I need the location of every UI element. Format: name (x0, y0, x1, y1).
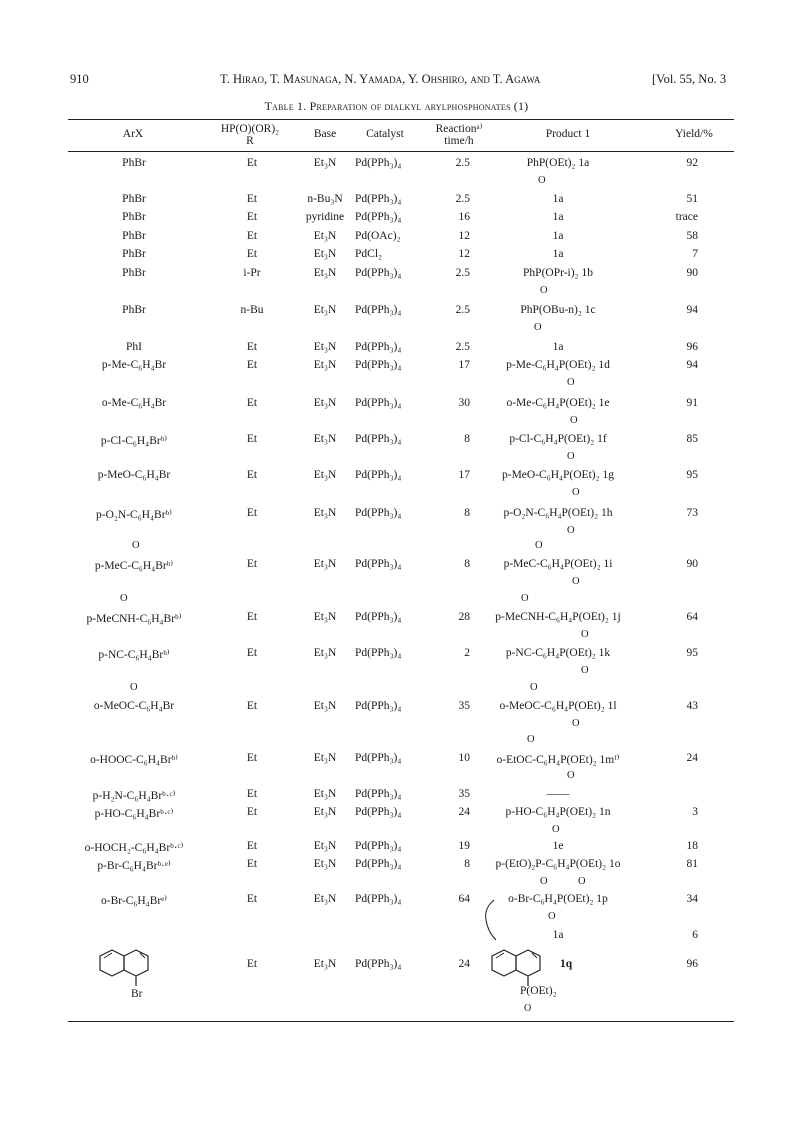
table-cell-time: 2.5 (455, 267, 470, 279)
table-cell-time: 10 (458, 752, 470, 764)
oxo-label: O (570, 415, 578, 426)
table-cell-catalyst: Pd(PPh₃)₄ (355, 958, 402, 970)
table-cell-arx: PhBr (122, 248, 146, 260)
table-cell-time: 12 (458, 230, 470, 242)
table-cell-catalyst: Pd(PPh₃)₄ (355, 359, 402, 371)
table-cell-r: Et (246, 359, 258, 371)
table-cell-r: Et (246, 507, 258, 519)
table-cell-base: Et₃N (313, 611, 337, 623)
page-number: 910 (70, 72, 89, 86)
table-cell-arx: p-Br-C₆H₄Brᵇ·ᵉ⁾ (97, 860, 171, 872)
table-cell-base: Et₃N (313, 647, 337, 659)
table-cell-base: Et₃N (313, 157, 337, 169)
table-cell-base: Et₃N (313, 433, 337, 445)
table-cell-arx: p-MeCNH-C₆H₄Brᵇ⁾ (86, 613, 182, 625)
table-cell-yield: trace (675, 211, 698, 223)
table-cell-arx: PhBr (122, 157, 146, 169)
table-cell-yield: 96 (686, 958, 698, 970)
table-cell-product: p-Cl-C₆H₄P(OEt)₂ 1f (509, 433, 607, 445)
table-cell-r: Et (246, 558, 258, 570)
table-cell-base: Et₃N (313, 359, 337, 371)
table-cell-arx: p-O₂N-C₆H₄Brᵇ⁾ (96, 509, 172, 521)
table-cell-yield: 43 (686, 700, 698, 712)
table-cell-catalyst: Pd(PPh₃)₄ (355, 193, 402, 205)
table-cell-base: Et₃N (313, 858, 337, 870)
table-cell-r: Et (246, 157, 258, 169)
table-cell-r: Et (246, 806, 258, 818)
oxo-label: O (578, 876, 586, 887)
table-cell-product: PhP(OEt)₂ 1a (526, 157, 590, 169)
table-cell-catalyst: Pd(PPh₃)₄ (355, 788, 402, 800)
table-cell-arx: p-NC-C₆H₄Brᵇ⁾ (98, 649, 170, 661)
table-cell-r: Et (246, 700, 258, 712)
table-cell-yield: 34 (686, 893, 698, 905)
oxo-label: O (540, 285, 548, 296)
table-cell-product: PhP(OPr-i)₂ 1b (523, 267, 593, 279)
table-cell-product: p-(EtO)₂P-C₆H₄P(OEt)₂ 1o (495, 858, 621, 870)
table-cell-r: Et (246, 341, 258, 353)
table-cell-product: o-MeOC-C₆H₄P(OEt)₂ 1l (499, 700, 617, 712)
table-bottom-rule (68, 1021, 734, 1022)
table-cell-base: Et₃N (313, 230, 337, 242)
table-cell-arx: p-MeO-C₆H₄Br (97, 469, 171, 481)
table-cell-yield: 94 (686, 304, 698, 316)
table-cell-base: Et₃N (313, 806, 337, 818)
table-cell-base: n-Bu₃N (307, 193, 343, 205)
table-cell-catalyst: Pd(PPh₃)₄ (355, 304, 402, 316)
table-cell-time: 2.5 (455, 304, 470, 316)
table-cell-r: Et (246, 433, 258, 445)
table-top-rule (68, 119, 734, 120)
table-cell-yield: 96 (686, 341, 698, 353)
table-cell-product: o-EtOC-C₆H₄P(OEt)₂ 1mᶠ⁾ (496, 754, 620, 766)
oxo-label: O (534, 322, 542, 333)
table-cell-base: Et₃N (313, 700, 337, 712)
table-cell-yield: 3 (692, 806, 698, 818)
table-cell-time: 2 (464, 647, 470, 659)
table-cell-arx: p-H₂N-C₆H₄Brᵇ·ᶜ⁾ (92, 790, 176, 802)
table-cell-base: Et₃N (313, 788, 337, 800)
table-cell-arx: PhI (126, 341, 142, 353)
table-cell-catalyst: Pd(PPh₃)₄ (355, 211, 402, 223)
table-cell-yield: 90 (686, 558, 698, 570)
table-cell-arx: PhBr (122, 211, 146, 223)
table-cell-base: Et₃N (313, 752, 337, 764)
table-cell-yield: 95 (686, 469, 698, 481)
naph-product-pgroup: P(OEt)₂ (520, 985, 557, 997)
table-cell-product: 1a (552, 929, 564, 941)
col-header-reagent: HP(O)(OR)₂ R (220, 123, 280, 147)
table-cell-time: 24 (458, 806, 470, 818)
table-cell-product: 1a (552, 341, 564, 353)
naph-product-oxo: O (524, 1003, 532, 1014)
table-cell-time: 8 (464, 507, 470, 519)
col-header-product: Product 1 (545, 128, 591, 140)
table-cell-product: 1a (552, 248, 564, 260)
table-cell-catalyst: Pd(OAc)₂ (355, 230, 401, 242)
table-cell-yield: 51 (686, 193, 698, 205)
table-cell-base: pyridine (305, 211, 345, 223)
table-cell-yield: 73 (686, 507, 698, 519)
table-cell-product: p-HO-C₆H₄P(OEt)₂ 1n (505, 806, 611, 818)
table-cell-time: 17 (458, 469, 470, 481)
table-cell-yield: 58 (686, 230, 698, 242)
table-cell-catalyst: Pd(PPh₃)₄ (355, 700, 402, 712)
table-cell-catalyst: Pd(PPh₃)₄ (355, 558, 402, 570)
table-cell-product: 1e (552, 840, 564, 852)
table-cell-arx: o-HOOC-C₆H₄Brᵇ⁾ (90, 754, 178, 766)
table-cell-arx: p-HO-C₆H₄Brᵇ·ᶜ⁾ (94, 808, 174, 820)
table-cell-product: PhP(OBu-n)₂ 1c (520, 304, 596, 316)
table-cell-arx: o-Br-C₆H₄Brᵉ⁾ (101, 895, 167, 907)
table-cell-yield: 18 (686, 840, 698, 852)
table-cell-time: 64 (458, 893, 470, 905)
table-cell-yield: 91 (686, 397, 698, 409)
oxo-label: O (120, 593, 128, 604)
table-cell-r: Et (246, 397, 258, 409)
table-title: Table 1. Preparation of dialkyl arylphosphonates (1) (264, 99, 529, 113)
table-cell-base: Et₃N (313, 267, 337, 279)
table-cell-time: 16 (458, 211, 470, 223)
table-cell-product: p-MeCNH-C₆H₄P(OEt)₂ 1j (495, 611, 621, 623)
naph-br-label: Br (131, 988, 143, 1000)
table-cell-catalyst: Pd(PPh₃)₄ (355, 752, 402, 764)
table-cell-product: 1a (552, 211, 564, 223)
col-header-yield: Yield/% (675, 128, 713, 140)
table-cell-r: Et (246, 248, 258, 260)
table-cell-yield: 90 (686, 267, 698, 279)
table-cell-r: Et (246, 893, 258, 905)
table-cell-r: n-Bu (240, 304, 264, 316)
table-cell-product: —— (546, 788, 570, 800)
table-cell-yield: 64 (686, 611, 698, 623)
table-cell-catalyst: Pd(PPh₃)₄ (355, 858, 402, 870)
table-cell-arx: p-Cl-C₆H₄Brᵇ⁾ (100, 435, 168, 447)
table-cell-catalyst: Pd(PPh₃)₄ (355, 611, 402, 623)
table-cell-catalyst: Pd(PPh₃)₄ (355, 433, 402, 445)
table-cell-base: Et₃N (313, 469, 337, 481)
table-cell-catalyst: PdCl₂ (355, 248, 383, 260)
table-cell-base: Et₃N (313, 558, 337, 570)
oxo-label: O (530, 682, 538, 693)
oxo-label: O (527, 734, 535, 745)
table-cell-r: Et (246, 647, 258, 659)
table-cell-catalyst: Pd(PPh₃)₄ (355, 341, 402, 353)
table-cell-catalyst: Pd(PPh₃)₄ (355, 469, 402, 481)
table-cell-product: o-Me-C₆H₄P(OEt)₂ 1e (506, 397, 610, 409)
table-cell-r: Et (246, 230, 258, 242)
table-cell-product: 1a (552, 230, 564, 242)
table-header-rule (68, 151, 734, 152)
oxo-label: O (538, 175, 546, 186)
table-cell-base: Et₃N (313, 958, 337, 970)
table-cell-catalyst: Pd(PPh₃)₄ (355, 806, 402, 818)
table-cell-arx: p-MeC-C₆H₄Brᵇ⁾ (94, 560, 174, 572)
table-cell-r: Et (246, 211, 258, 223)
table-cell-base: Et₃N (313, 248, 337, 260)
table-cell-r: Et (246, 788, 258, 800)
table-cell-yield: 24 (686, 752, 698, 764)
table-cell-time: 24 (458, 958, 470, 970)
table-cell-yield: 6 (692, 929, 698, 941)
oxo-label: O (521, 593, 529, 604)
table-cell-yield: 92 (686, 157, 698, 169)
table-cell-time: 30 (458, 397, 470, 409)
table-cell-arx: o-Me-C₆H₄Br (101, 397, 167, 409)
table-cell-time: 35 (458, 700, 470, 712)
table-cell-time: 35 (458, 788, 470, 800)
table-cell-r: Et (246, 193, 258, 205)
oxo-label: O (567, 451, 575, 462)
table-cell-arx: PhBr (122, 193, 146, 205)
table-cell-base: Et₃N (313, 507, 337, 519)
table-cell-base: Et₃N (313, 341, 337, 353)
table-cell-catalyst: Pd(PPh₃)₄ (355, 507, 402, 519)
table-cell-time: 2.5 (455, 157, 470, 169)
table-cell-yield: 94 (686, 359, 698, 371)
volume-info: [Vol. 55, No. 3 (652, 72, 727, 86)
table-cell-r: i-Pr (243, 267, 261, 279)
table-cell-yield: 85 (686, 433, 698, 445)
table-cell-product: 1q (560, 958, 573, 970)
table-cell-base: Et₃N (313, 304, 337, 316)
table-cell-arx: PhBr (122, 267, 146, 279)
oxo-label: O (572, 718, 580, 729)
table-cell-time: 8 (464, 858, 470, 870)
table-cell-product: 1a (552, 193, 564, 205)
table-cell-time: 2.5 (455, 341, 470, 353)
table-cell-r: Et (246, 611, 258, 623)
table-cell-base: Et₃N (313, 840, 337, 852)
oxo-label: O (552, 824, 560, 835)
oxo-label: O (548, 911, 556, 922)
table-cell-catalyst: Pd(PPh₃)₄ (355, 397, 402, 409)
table-cell-catalyst: Pd(PPh₃)₄ (355, 893, 402, 905)
table-cell-base: Et₃N (313, 893, 337, 905)
col-header-catalyst: Catalyst (366, 128, 404, 140)
table-cell-time: 8 (464, 433, 470, 445)
table-cell-time: 17 (458, 359, 470, 371)
col-header-arx: ArX (122, 128, 144, 140)
table-cell-time: 19 (458, 840, 470, 852)
table-cell-product: p-MeO-C₆H₄P(OEt)₂ 1g (501, 469, 614, 481)
table-cell-yield: 7 (692, 248, 698, 260)
bromonaphthalene-structure (98, 944, 154, 1004)
table-cell-time: 12 (458, 248, 470, 260)
table-cell-product: o-Br-C₆H₄P(OEt)₂ 1p (508, 893, 608, 905)
table-cell-arx: PhBr (122, 304, 146, 316)
table-cell-product: p-MeC-C₆H₄P(OEt)₂ 1i (503, 558, 613, 570)
table-cell-r: Et (246, 858, 258, 870)
oxo-label: O (581, 629, 589, 640)
table-cell-catalyst: Pd(PPh₃)₄ (355, 840, 402, 852)
table-cell-r: Et (246, 752, 258, 764)
table-cell-arx: PhBr (122, 230, 146, 242)
author-line: T. Hirao, T. Masunaga, N. Yamada, Y. Ohshiro, and T. Agawa (220, 72, 541, 86)
col-header-time: Reactionᵃ⁾ time/h (435, 123, 483, 147)
table-cell-r: Et (246, 840, 258, 852)
oxo-label: O (572, 487, 580, 498)
oxo-label: O (581, 665, 589, 676)
table-cell-time: 8 (464, 558, 470, 570)
table-cell-arx: p-Me-C₆H₄Br (101, 359, 167, 371)
table-cell-product: p-Me-C₆H₄P(OEt)₂ 1d (506, 359, 610, 371)
oxo-label: O (567, 770, 575, 781)
oxo-label: O (132, 540, 140, 551)
col-header-base: Base (313, 128, 337, 140)
table-cell-product: p-NC-C₆H₄P(OEt)₂ 1k (505, 647, 611, 659)
table-cell-time: 28 (458, 611, 470, 623)
table-cell-time: 2.5 (455, 193, 470, 205)
table-cell-arx: o-HOCH₂-C₆H₄Brᵇ·ᶜ⁾ (84, 842, 184, 854)
table-cell-catalyst: Pd(PPh₃)₄ (355, 267, 402, 279)
table-cell-catalyst: Pd(PPh₃)₄ (355, 647, 402, 659)
table-cell-yield: 95 (686, 647, 698, 659)
oxo-label: O (572, 576, 580, 587)
table-cell-arx: o-MeOC-C₆H₄Br (93, 700, 175, 712)
table-cell-yield: 81 (686, 858, 698, 870)
table-cell-base: Et₃N (313, 397, 337, 409)
table-cell-r: Et (246, 958, 258, 970)
oxo-label: O (567, 525, 575, 536)
table-cell-r: Et (246, 469, 258, 481)
product-bracket (480, 898, 496, 942)
table-cell-product: p-O₂N-C₆H₄P(OEt)₂ 1h (503, 507, 613, 519)
oxo-label: O (567, 377, 575, 388)
table-cell-catalyst: Pd(PPh₃)₄ (355, 157, 402, 169)
oxo-label: O (535, 540, 543, 551)
oxo-label: O (540, 876, 548, 887)
oxo-label: O (130, 682, 138, 693)
